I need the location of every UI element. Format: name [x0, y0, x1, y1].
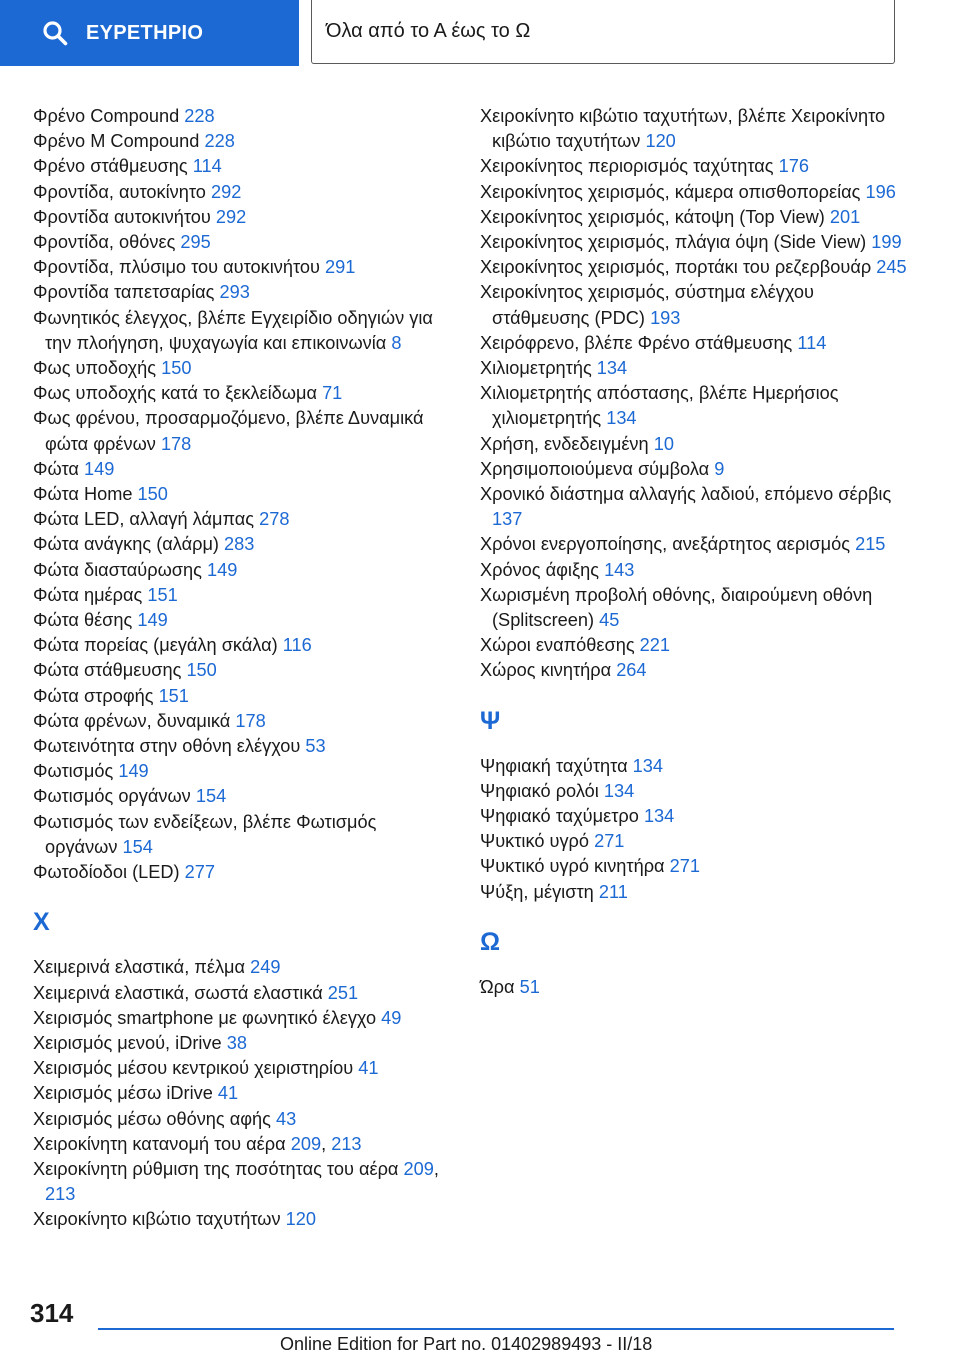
index-term: Φωτισμός οργάνων: [33, 786, 191, 807]
page-link[interactable]: 149: [83, 458, 115, 479]
index-entry: [33, 759, 453, 784]
index-term: Χρήση, ενδεδειγμένη: [480, 433, 649, 454]
index-term: Χειροκίνητος περιορισμός ταχύτητας: [480, 156, 774, 177]
index-term: Χειρισμός μέσω οθόνης αφής: [33, 1108, 271, 1129]
index-entry: [33, 633, 453, 658]
page-link[interactable]: 114: [192, 156, 222, 177]
index-term: Χειρισμός smartphone με φωνητικό έλεγχο: [33, 1007, 377, 1028]
page-link[interactable]: 176: [778, 156, 809, 177]
page-link[interactable]: 178: [235, 710, 266, 731]
index-term: Χειροκίνητος χειρισμός, πορτάκι του ρεζερβουάρ: [480, 257, 872, 278]
index-term: Φροντίδα ταπετσαρίας: [33, 282, 215, 303]
index-entry: [33, 381, 453, 406]
page-link[interactable]: 277: [184, 862, 216, 883]
page-separator: ,: [321, 1133, 327, 1154]
page-link[interactable]: 193: [650, 307, 681, 328]
index-entry: [480, 280, 910, 330]
index-term: Φροντίδα, οθόνες: [33, 232, 176, 253]
index-entry: [33, 1157, 453, 1207]
page-link[interactable]: 221: [639, 635, 671, 656]
index-term: Χειμερινά ελαστικά, σωστά ελαστικά: [33, 982, 323, 1003]
page-link[interactable]: 134: [596, 358, 628, 379]
page-link[interactable]: 134: [632, 755, 664, 776]
index-term: Ψηφιακό ταχύμετρο: [480, 806, 639, 827]
page-link[interactable]: 264: [616, 660, 647, 681]
index-entry: [33, 1006, 453, 1031]
page-link[interactable]: 8: [391, 332, 402, 353]
page-link[interactable]: 295: [180, 232, 211, 253]
index-entry: [480, 432, 910, 457]
index-term: Χρονικό διάστημα αλλαγής λαδιού, επόμενο σέρβις: [480, 484, 892, 505]
index-entry: [480, 754, 910, 779]
index-entry: [33, 154, 453, 179]
index-term: Ψηφιακό ρολόι: [480, 780, 599, 801]
index-entry: [33, 684, 453, 709]
page-number: 314: [30, 1298, 74, 1328]
index-entry: [33, 507, 453, 532]
index-term: Χρησιμοποιούμενα σύμβολα: [480, 458, 710, 479]
index-term: Φως υποδοχής: [33, 358, 157, 379]
index-term: Χώροι εναπόθεσης: [480, 635, 635, 656]
page-link[interactable]: 283: [224, 534, 255, 555]
index-term: Φώτα: [33, 458, 79, 479]
index-term: Φώτα διασταύρωσης: [33, 559, 202, 580]
index-term: Φώτα πορείας (μεγάλη σκάλα): [33, 635, 278, 656]
footer-edition-text: Online Edition for Part no. 01402989493 - II/18: [280, 1334, 653, 1354]
footer-divider: [98, 1328, 894, 1330]
a-to-z-tab-label: Όλα από το Α έως το Ω: [326, 20, 531, 42]
page-link[interactable]: 291: [325, 257, 356, 278]
index-entry: [33, 709, 453, 734]
page-link[interactable]: 154: [195, 786, 227, 807]
index-term: Χειρισμός μέσου κεντρικού χειριστηρίου: [33, 1058, 354, 1079]
page-separator: ,: [433, 1158, 439, 1179]
index-term: Φωτοδίοδοι (LED): [33, 862, 180, 883]
page-link[interactable]: 134: [643, 806, 675, 827]
page-link[interactable]: 38: [226, 1032, 247, 1053]
index-term: Χειροκίνητος χειρισμός, πλάγια όψη (Side View): [480, 232, 867, 253]
page-link[interactable]: 137: [492, 509, 523, 530]
index-entry: [33, 1132, 453, 1157]
index-entry: [480, 205, 910, 230]
page-link[interactable]: 71: [322, 383, 343, 404]
index-term: Χρόνοι ενεργοποίησης, ανεξάρτητος αερισμός: [480, 534, 851, 555]
page-link[interactable]: 43: [276, 1108, 297, 1129]
index-term: Χρόνος άφιξης: [480, 559, 599, 580]
index-term: Φωτεινότητα στην οθόνη ελέγχου: [33, 736, 301, 757]
index-entry: [33, 457, 453, 482]
index-term: Ψηφιακή ταχύτητα: [480, 755, 628, 776]
index-term: Ψύξη, μέγιστη: [480, 881, 594, 902]
section-letter: X: [33, 908, 50, 937]
index-entry: [480, 829, 910, 854]
index-term: Φως υποδοχής κατά το ξεκλείδωμα: [33, 383, 317, 404]
index-term: Φρένο Compound: [33, 106, 180, 126]
page-link[interactable]: 41: [217, 1083, 239, 1104]
page-link[interactable]: 120: [645, 131, 676, 152]
page-link[interactable]: 292: [215, 206, 247, 227]
index-entry: [33, 734, 453, 759]
index-entry: [480, 658, 910, 683]
page-link[interactable]: 271: [669, 856, 700, 877]
search-icon: [42, 20, 68, 46]
index-entry: [33, 356, 453, 381]
page-link[interactable]: 116: [282, 635, 312, 656]
index-entry: [33, 608, 453, 633]
section-letter: Ω: [480, 927, 501, 956]
page-link[interactable]: 10: [653, 433, 674, 454]
index-term: Χειροκίνητος χειρισμός, κάτοψη (Top View): [480, 206, 825, 227]
index-column-left: [33, 104, 453, 1233]
index-term: Χειροκίνητος χειρισμός, κάμερα οπισθοπορείας: [480, 181, 861, 202]
index-entry: [480, 180, 910, 205]
page-link[interactable]: 143: [604, 559, 635, 580]
page-link[interactable]: 278: [259, 509, 290, 530]
index-entry: [33, 180, 453, 205]
page-link[interactable]: 201: [829, 206, 861, 227]
page-link[interactable]: 134: [603, 780, 635, 801]
index-entry: [480, 154, 910, 179]
page-link[interactable]: 150: [186, 660, 217, 681]
page-link[interactable]: 213: [45, 1184, 76, 1205]
page-link[interactable]: 149: [206, 559, 238, 580]
index-term: Χειρισμός μέσω iDrive: [33, 1083, 213, 1104]
index-term: Φώτα Home: [33, 484, 133, 505]
index-entry: [480, 633, 910, 658]
index-term: Χειρισμός μενού, iDrive: [33, 1032, 222, 1053]
page-link[interactable]: 249: [250, 957, 281, 978]
index-term: Χωρισμένη προβολή οθόνης, διαιρούμενη οθόνη (Splitscreen): [480, 584, 873, 631]
index-term: Φροντίδα, αυτοκίνητο: [33, 181, 206, 202]
index-term: Φωνητικός έλεγχος, βλέπε Εγχειρίδιο οδηγιών για την πλοήγηση, ψυχαγωγία και επικοινωνία: [33, 307, 433, 353]
section-letter: Ψ: [480, 706, 501, 735]
index-term: Χειροκίνητο κιβώτιο ταχυτήτων: [33, 1209, 281, 1230]
index-column-right: [480, 104, 910, 1000]
page-link[interactable]: 245: [876, 257, 907, 278]
page-link[interactable]: 45: [599, 610, 620, 631]
index-entry: [33, 1107, 453, 1132]
index-term: Χιλιομετρητής απόστασης, βλέπε Ημερήσιος χιλιομετρητής: [480, 383, 839, 429]
page-link[interactable]: 211: [598, 881, 628, 902]
index-term: Φώτα φρένων, δυναμικά: [33, 710, 231, 731]
index-term: Χειροκίνητος χειρισμός, σύστημα ελέγχου στάθμευσης (PDC): [480, 282, 814, 328]
page-link[interactable]: 196: [865, 181, 896, 202]
index-term: Χώρος κινητήρα: [480, 660, 612, 681]
page-link[interactable]: 228: [204, 131, 235, 152]
index-entry: [33, 255, 453, 280]
top-navigation: [0, 0, 960, 66]
page-link[interactable]: 51: [519, 976, 540, 997]
index-entry: [480, 804, 910, 829]
index-entry: [33, 658, 453, 683]
index-entry: [480, 457, 910, 482]
index-entry: [480, 381, 910, 431]
index-entry: [33, 1207, 453, 1232]
page-link[interactable]: 228: [184, 106, 215, 126]
page-link[interactable]: 150: [137, 484, 168, 505]
index-term: Χειροκίνητη ρύθμιση της ποσότητας του αέρα: [33, 1158, 399, 1179]
index-entry: [33, 860, 453, 885]
index-entry: [480, 583, 910, 633]
page-link[interactable]: 251: [327, 982, 359, 1003]
index-entry: [33, 1031, 453, 1056]
page-link[interactable]: 149: [118, 761, 149, 782]
a-to-z-tab[interactable]: [311, 0, 895, 64]
index-entry: [480, 854, 910, 879]
page-link[interactable]: 151: [158, 685, 189, 706]
page-link[interactable]: 213: [331, 1133, 362, 1154]
page-link[interactable]: 120: [285, 1209, 316, 1230]
index-entry: [480, 779, 910, 804]
index-term: Φρένο στάθμευσης: [33, 156, 188, 177]
index-entry: [33, 583, 453, 608]
page-link[interactable]: 151: [147, 584, 178, 605]
index-entry: [33, 1081, 453, 1106]
index-term: Φωτισμός: [33, 761, 114, 782]
index-entry: [33, 230, 453, 255]
page-link[interactable]: 114: [797, 332, 827, 353]
page-link[interactable]: 9: [714, 458, 725, 479]
index-entry: [33, 810, 453, 860]
page-link[interactable]: 292: [211, 181, 242, 202]
index-term: Φροντίδα, πλύσιμο του αυτοκινήτου: [33, 257, 320, 278]
index-entry: [480, 482, 910, 532]
page-link[interactable]: 271: [594, 831, 625, 852]
index-term: Χειροκίνητη κατανομή του αέρα: [33, 1133, 286, 1154]
index-entry: [480, 356, 910, 381]
page-link[interactable]: 154: [122, 836, 153, 857]
index-entry: [480, 255, 910, 280]
index-term: Φώτα θέσης: [33, 610, 133, 631]
page-link[interactable]: 49: [381, 1007, 402, 1028]
index-entry: [480, 532, 910, 557]
index-entry: [33, 306, 453, 356]
index-entry: [480, 880, 910, 905]
index-entry: [33, 981, 453, 1006]
page-link[interactable]: 134: [606, 408, 637, 429]
index-term: Φώτα στροφής: [33, 685, 154, 706]
index-term: Χειρόφρενο, βλέπε Φρένο στάθμευσης: [480, 332, 793, 353]
index-tab[interactable]: [0, 0, 299, 66]
index-entry: [33, 406, 453, 456]
index-term: Φώτα LED, αλλαγή λάμπας: [33, 509, 255, 530]
index-term: Φώτα στάθμευσης: [33, 660, 182, 681]
index-entry: [33, 1056, 453, 1081]
page-link[interactable]: 209: [403, 1158, 434, 1179]
page-link[interactable]: 53: [305, 736, 326, 757]
page-link[interactable]: 149: [137, 610, 168, 631]
index-term: Χειροκίνητο κιβώτιο ταχυτήτων, βλέπε Χειροκίνητο κιβώτιο ταχυτήτων: [480, 106, 886, 152]
index-entry: [33, 482, 453, 507]
index-term: Χιλιομετρητής: [480, 358, 592, 379]
page-link[interactable]: 150: [161, 358, 192, 379]
index-entry: [33, 205, 453, 230]
index-term: Φώτα ημέρας: [33, 584, 143, 605]
index-entry: [480, 104, 910, 154]
page-link[interactable]: 178: [160, 433, 192, 454]
index-entry: [33, 104, 453, 129]
page-link[interactable]: 199: [871, 232, 902, 253]
index-term: Ώρα: [480, 976, 515, 997]
page-link[interactable]: 41: [358, 1058, 379, 1079]
index-entry: [33, 784, 453, 809]
index-term: Φως φρένου, προσαρμοζόμενο, βλέπε Δυναμικά φώτα φρένων: [33, 408, 424, 454]
index-entry: [33, 955, 453, 980]
index-entry: [480, 558, 910, 583]
index-term: Χειμερινά ελαστικά, πέλμα: [33, 957, 246, 978]
index-entry: [480, 975, 910, 1000]
index-entry: [480, 331, 910, 356]
index-term: Φώτα ανάγκης (αλάρμ): [33, 534, 219, 555]
index-term: Ψυκτικό υγρό: [480, 831, 590, 852]
index-entry: [33, 532, 453, 557]
page-link[interactable]: 293: [219, 282, 250, 303]
index-tab-label: ΕΥΡΕΤΗΡΙΟ: [86, 21, 204, 44]
index-term: Φωτισμός των ενδείξεων, βλέπε Φωτισμός οργάνων: [33, 811, 377, 857]
page-link[interactable]: 209: [290, 1133, 322, 1154]
index-entry: [33, 558, 453, 583]
page-link[interactable]: 215: [855, 534, 886, 555]
index-entry: [33, 129, 453, 154]
index-term: Φροντίδα αυτοκινήτου: [33, 206, 211, 227]
index-term: Ψυκτικό υγρό κινητήρα: [480, 856, 665, 877]
index-entry: [33, 280, 453, 305]
index-term: Φρένο M Compound: [33, 131, 200, 152]
index-entry: [480, 230, 910, 255]
